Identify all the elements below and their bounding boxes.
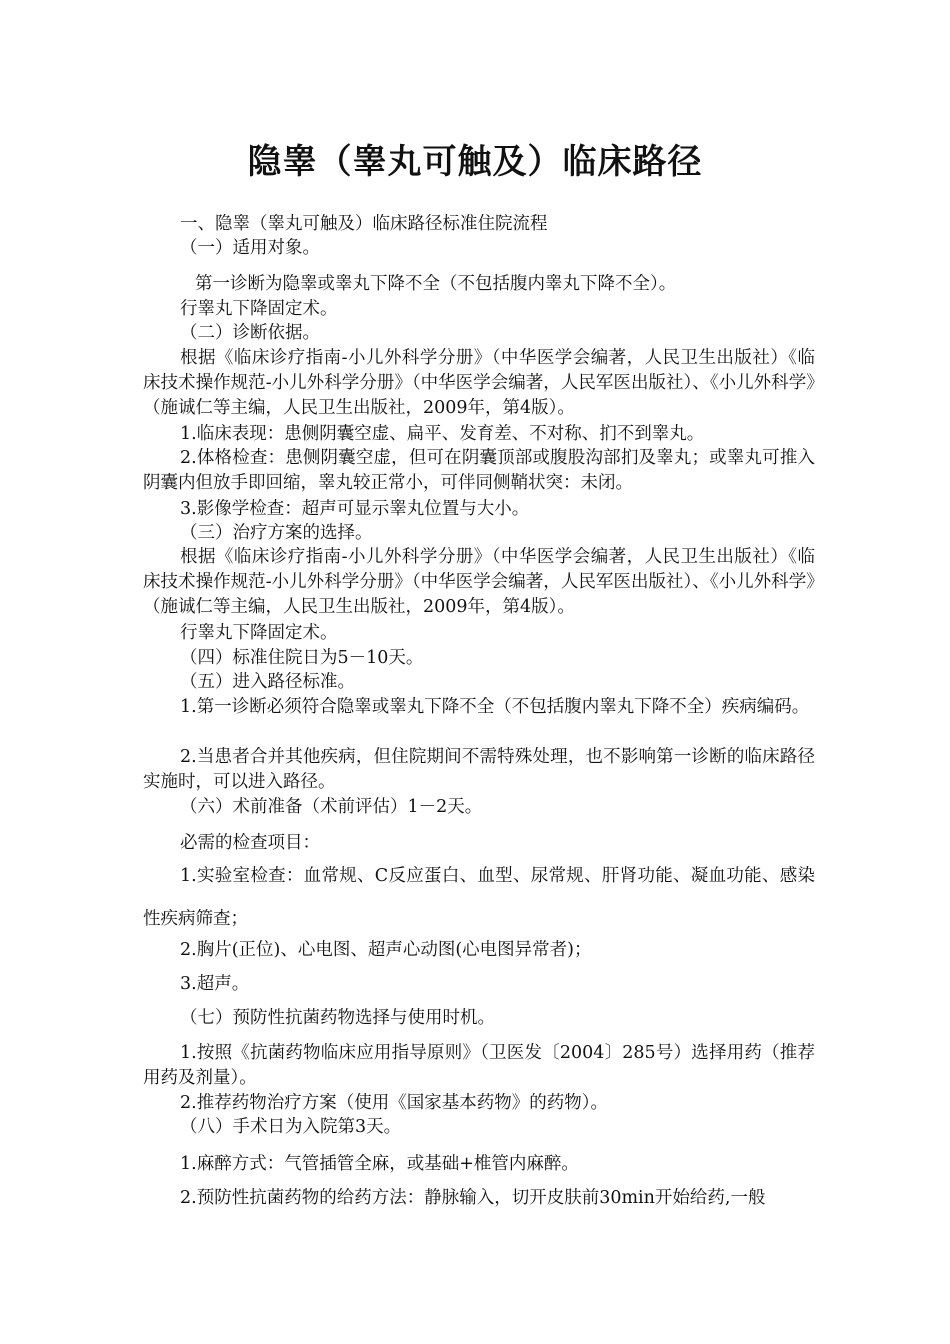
reference-paragraph: 根据《临床诊疗指南-小儿外科学分册》（中华医学会编著，人民卫生出版社）《临床技术操作规范-小儿外科学分册》（中华医学会编著，人民军医出版社）、《小儿外科学》（施诚仁等主编，人民卫生出版社，2009年，第4版）。 bbox=[143, 547, 815, 617]
list-item: 1.按照《抗菌药物临床应用指导原则》（卫医发〔2004〕285号）选择用药（推荐用药及剂量）。 bbox=[143, 1043, 815, 1088]
list-item: 3.超声。 bbox=[180, 974, 250, 994]
reference-paragraph: 根据《临床诊疗指南-小儿外科学分册》（中华医学会编著，人民卫生出版社）《临床技术操作规范-小儿外科学分册》（中华医学会编著，人民军医出版社）、《小儿外科学》（施诚仁等主编，人民卫生出版社，2009年，第4版）。 bbox=[143, 348, 815, 418]
subsection-heading: （五）进入路径标准。 bbox=[180, 672, 355, 692]
subsection-heading: （四）标准住院日为5－10天。 bbox=[180, 648, 424, 668]
list-item: 2.当患者合并其他疾病，但住院期间不需特殊处理，也不影响第一诊断的临床路径实施时，可以进入路径。 bbox=[143, 747, 815, 792]
document-title: 隐睾（睾丸可触及）临床路径 bbox=[247, 142, 703, 182]
subsection-heading: （一）适用对象。 bbox=[180, 238, 320, 258]
subsection-heading: （六）术前准备（术前评估）1－2天。 bbox=[180, 797, 483, 817]
subsection-heading: （七）预防性抗菌药物选择与使用时机。 bbox=[180, 1008, 495, 1028]
list-item: 2.预防性抗菌药物的给药方法：静脉输入，切开皮肤前30min开始给药,一般 bbox=[180, 1188, 766, 1208]
subsection-heading: （三）治疗方案的选择。 bbox=[180, 523, 373, 543]
subsection-heading: （二）诊断依据。 bbox=[180, 323, 320, 343]
list-item: 3.影像学检查：超声可显示睾丸位置与大小。 bbox=[180, 499, 530, 519]
paragraph: 行睾丸下降固定术。 bbox=[180, 623, 338, 643]
list-item: 2.胸片(正位)、心电图、超声心动图(心电图异常者)； bbox=[180, 940, 592, 960]
paragraph: 必需的检查项目： bbox=[180, 833, 320, 853]
list-item: 2.体格检查：患侧阴囊空虚，但可在阴囊顶部或腹股沟部扪及睾丸；或睾丸可推入阴囊内但放手即回缩，睾丸较正常小，可伴同侧鞘状突：未闭。 bbox=[143, 448, 815, 493]
list-item: 1.实验室检查：血常规、C反应蛋白、血型、尿常规、肝肾功能、凝血功能、感染性疾病筛查； bbox=[143, 866, 815, 929]
list-item: 1.第一诊断必须符合隐睾或睾丸下降不全（不包括腹内睾丸下降不全）疾病编码。 bbox=[180, 697, 810, 717]
subsection-heading: （八）手术日为入院第3天。 bbox=[180, 1117, 402, 1137]
paragraph: 第一诊断为隐睾或睾丸下降不全（不包括腹内睾丸下降不全）。 bbox=[195, 274, 677, 294]
list-item: 2.推荐药物治疗方案（使用《国家基本药物》的药物）。 bbox=[180, 1093, 608, 1113]
section-heading: 一、隐睾（睾丸可触及）临床路径标准住院流程 bbox=[180, 214, 548, 234]
list-item: 1.临床表现：患侧阴囊空虚、扁平、发育差、不对称、扪不到睾丸。 bbox=[180, 424, 705, 444]
paragraph: 行睾丸下降固定术。 bbox=[180, 299, 338, 319]
list-item: 1.麻醉方式：气管插管全麻，或基础+椎管内麻醉。 bbox=[180, 1154, 579, 1174]
